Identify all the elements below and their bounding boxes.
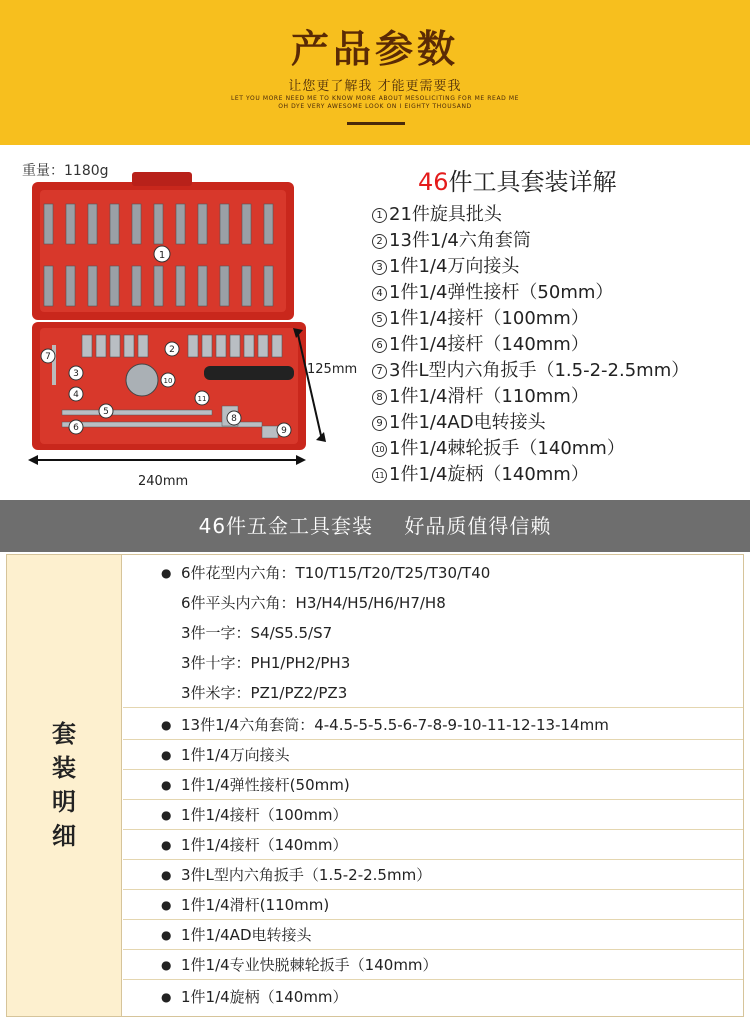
svg-text:3: 3 <box>73 369 79 379</box>
svg-text:10: 10 <box>163 377 173 385</box>
list-item <box>372 306 689 332</box>
svg-text:8: 8 <box>231 414 237 424</box>
section-banner-right: 好品质值得信赖 <box>404 514 552 538</box>
part-label: 1件1/4AD电转接头 <box>389 412 546 433</box>
svg-text:4: 4 <box>73 390 79 400</box>
table-row <box>123 558 743 588</box>
bullet-icon: ● <box>161 566 172 580</box>
circled-number: 10 <box>372 442 387 457</box>
circled-number: 9 <box>372 416 387 431</box>
bullet-icon: ● <box>161 718 172 732</box>
toolkit-case-image <box>22 170 342 470</box>
header-banner <box>0 0 750 145</box>
ratchet-head <box>126 364 158 396</box>
list-item <box>372 254 689 280</box>
part-label: 1件1/4旋柄（140mm） <box>389 464 589 485</box>
section-banner <box>0 500 750 552</box>
part-label: 1件1/4万向接头 <box>389 256 520 277</box>
part-label: 1件1/4接杆（140mm） <box>389 334 589 355</box>
list-item <box>372 462 689 488</box>
page-subtitle: 让您更了解我 才能更需要我 <box>288 79 462 94</box>
table-row <box>123 618 743 648</box>
svg-text:6: 6 <box>73 423 79 433</box>
table-row <box>123 800 743 830</box>
row-text: 3件L型内六角扳手（1.5-2-2.5mm） <box>181 866 432 884</box>
part-label: 13件1/4六角套筒 <box>389 230 531 251</box>
table-row <box>123 860 743 890</box>
table-row <box>123 588 743 618</box>
table-row <box>123 920 743 950</box>
ratchet-handle <box>204 366 294 380</box>
table-row <box>123 890 743 920</box>
circled-number: 1 <box>372 208 387 223</box>
english-tagline-1: LET YOU MORE NEED ME TO KNOW MORE ABOUT MESOLICITING FOR ME READ ME <box>230 95 520 102</box>
bullet-icon: ● <box>161 838 172 852</box>
row-text: 1件1/4万向接头 <box>181 746 290 764</box>
row-text: 1件1/4弹性接杆(50mm) <box>181 776 350 794</box>
row-text: 3件一字：S4/S5.5/S7 <box>181 624 333 642</box>
bullet-icon: ● <box>161 868 172 882</box>
row-text: 1件1/4接杆（100mm） <box>181 806 348 824</box>
row-text: 1件1/4专业快脱棘轮扳手（140mm） <box>181 956 438 974</box>
parts-count: 46 <box>418 168 449 196</box>
bullet-icon: ● <box>161 778 172 792</box>
row-text: 1件1/4旋柄（140mm） <box>181 988 348 1006</box>
list-item <box>372 410 689 436</box>
english-tagline-2: OH DYE VERY AWESOME LOOK ON I EIGHTY THOUSAND <box>278 103 472 110</box>
details-side-label: 套装明细 <box>52 720 76 850</box>
svg-text:11: 11 <box>197 395 207 403</box>
svg-text:2: 2 <box>169 345 175 355</box>
list-item <box>372 228 689 254</box>
list-item <box>372 358 689 384</box>
table-row <box>123 648 743 678</box>
part-label: 21件旋具批头 <box>389 204 502 225</box>
circled-number: 4 <box>372 286 387 301</box>
list-item <box>372 202 689 228</box>
table-row <box>123 710 743 740</box>
parts-list-title <box>418 162 617 197</box>
list-item <box>372 436 689 462</box>
table-row <box>123 950 743 980</box>
row-text: 13件1/4六角套筒：4-4.5-5-5.5-6-7-8-9-10-11-12-13-14mm <box>181 716 609 734</box>
table-row <box>123 770 743 800</box>
circled-number: 8 <box>372 390 387 405</box>
part-label: 1件1/4弹性接杆（50mm） <box>389 282 614 303</box>
circled-number: 7 <box>372 364 387 379</box>
svg-text:1: 1 <box>158 250 166 261</box>
circled-number: 3 <box>372 260 387 275</box>
svg-text:7: 7 <box>45 352 51 362</box>
row-text: 3件米字：PZ1/PZ2/PZ3 <box>181 684 348 702</box>
bullet-icon: ● <box>161 928 172 942</box>
list-item <box>372 332 689 358</box>
title-underline <box>347 122 405 125</box>
case-height: 125mm <box>307 362 358 377</box>
part-label: 1件1/4滑杆（110mm） <box>389 386 589 407</box>
table-row <box>123 740 743 770</box>
svg-text:9: 9 <box>281 426 287 436</box>
part-label: 3件L型内六角扳手（1.5-2-2.5mm） <box>389 360 690 381</box>
bullet-icon: ● <box>161 898 172 912</box>
circled-number: 2 <box>372 234 387 249</box>
list-item <box>372 384 689 410</box>
product-weight: 重量：1180g <box>22 163 109 179</box>
case-width: 240mm <box>138 474 189 489</box>
case-handle <box>132 172 192 186</box>
circled-number: 11 <box>372 468 387 483</box>
bullet-icon: ● <box>161 748 172 762</box>
row-text: 1件1/4滑杆(110mm) <box>181 896 330 914</box>
row-text: 6件花型内六角：T10/T15/T20/T25/T30/T40 <box>181 564 491 582</box>
svg-text:5: 5 <box>103 407 109 417</box>
part-label: 1件1/4棘轮扳手（140mm） <box>389 438 625 459</box>
list-item <box>372 280 689 306</box>
row-text: 6件平头内六角：H3/H4/H5/H6/H7/H8 <box>181 594 446 612</box>
section-banner-left: 46件五金工具套装 <box>198 514 374 538</box>
details-side-cell <box>7 555 122 1016</box>
table-row <box>123 830 743 860</box>
row-text: 1件1/4AD电转接头 <box>181 926 312 944</box>
page-title: 产品参数 <box>290 27 459 71</box>
parts-list <box>372 202 689 488</box>
bullet-icon: ● <box>161 808 172 822</box>
bullet-icon: ● <box>161 990 172 1004</box>
circled-number: 5 <box>372 312 387 327</box>
set-details-table <box>6 554 744 1017</box>
table-row <box>123 678 743 708</box>
table-row <box>123 982 743 1012</box>
part-label: 1件1/4接杆（100mm） <box>389 308 589 329</box>
bullet-icon: ● <box>161 958 172 972</box>
row-text: 1件1/4接杆（140mm） <box>181 836 348 854</box>
row-text: 3件十字：PH1/PH2/PH3 <box>181 654 351 672</box>
parts-list-title-text: 件工具套装详解 <box>448 168 617 196</box>
circled-number: 6 <box>372 338 387 353</box>
